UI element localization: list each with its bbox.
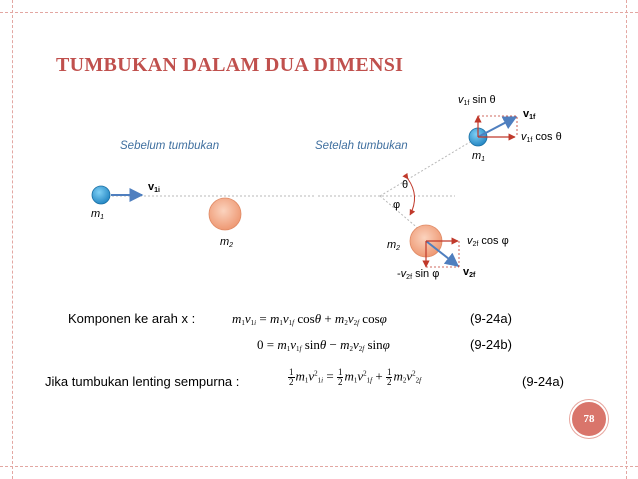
y-equation-number: (9-24b) bbox=[470, 337, 512, 352]
label-v1f-sin: $v_{1f}$ sin θ bbox=[458, 94, 496, 107]
label-m1-after: $m_1$ bbox=[472, 150, 486, 163]
label-v1i: $v_{1i}$ bbox=[148, 181, 160, 194]
label-theta: θ bbox=[402, 179, 409, 191]
label-phi: φ bbox=[393, 199, 401, 211]
x-equation-number: (9-24a) bbox=[470, 311, 512, 326]
elastic-equation-number: (9-24a) bbox=[522, 374, 564, 389]
label-v1f-cos: $v_{1f}$ cos θ bbox=[521, 131, 562, 144]
slide-title: TUMBUKAN DALAM DUA DIMENSI bbox=[56, 54, 404, 76]
v1f-arrow bbox=[478, 117, 516, 137]
x-component-label: Komponen ke arah x : bbox=[68, 311, 196, 326]
label-m2-before: $m_2$ bbox=[220, 236, 234, 249]
label-v2f-cos: $v_{2f}$ cos φ bbox=[467, 235, 509, 248]
label-m2-after: $m_2$ bbox=[387, 239, 401, 252]
label-neg-v2f-sin: $-v_{2f}$ sin φ bbox=[397, 268, 440, 281]
caption-before: Sebelum tumbukan bbox=[120, 140, 220, 152]
y-momentum-equation: $0 = m_1v_{1f}$ $\sin\theta - m_2v_{2f}$ sinφ bbox=[257, 337, 390, 353]
m2-ball-before bbox=[209, 198, 241, 230]
label-v1f: $v_{1f}$ bbox=[523, 108, 536, 121]
angle-arc bbox=[408, 179, 415, 215]
m1-ball-before bbox=[92, 186, 110, 204]
caption-after: Setelah tumbukan bbox=[315, 140, 408, 152]
page-number-badge: 78 bbox=[570, 400, 608, 438]
elastic-label: Jika tumbukan lenting sempurna : bbox=[45, 374, 240, 389]
label-m1-before: $m_1$ bbox=[91, 208, 105, 221]
x-momentum-equation: $m_1v_{1i} = m_1v_{1f}$ $\cos\theta + m_2v_{2f}$ cosφ bbox=[232, 311, 387, 327]
kinetic-energy-equation: $\frac{1}{2}$ $m_1v^2_{1i}$ = $\frac{1}{2}$ $m_1v^2_{1f}$ + $\frac{1}{2}$ $m_2v^2_{2f}$ bbox=[289, 367, 422, 387]
label-v2f: $v_{2f}$ bbox=[463, 266, 476, 279]
